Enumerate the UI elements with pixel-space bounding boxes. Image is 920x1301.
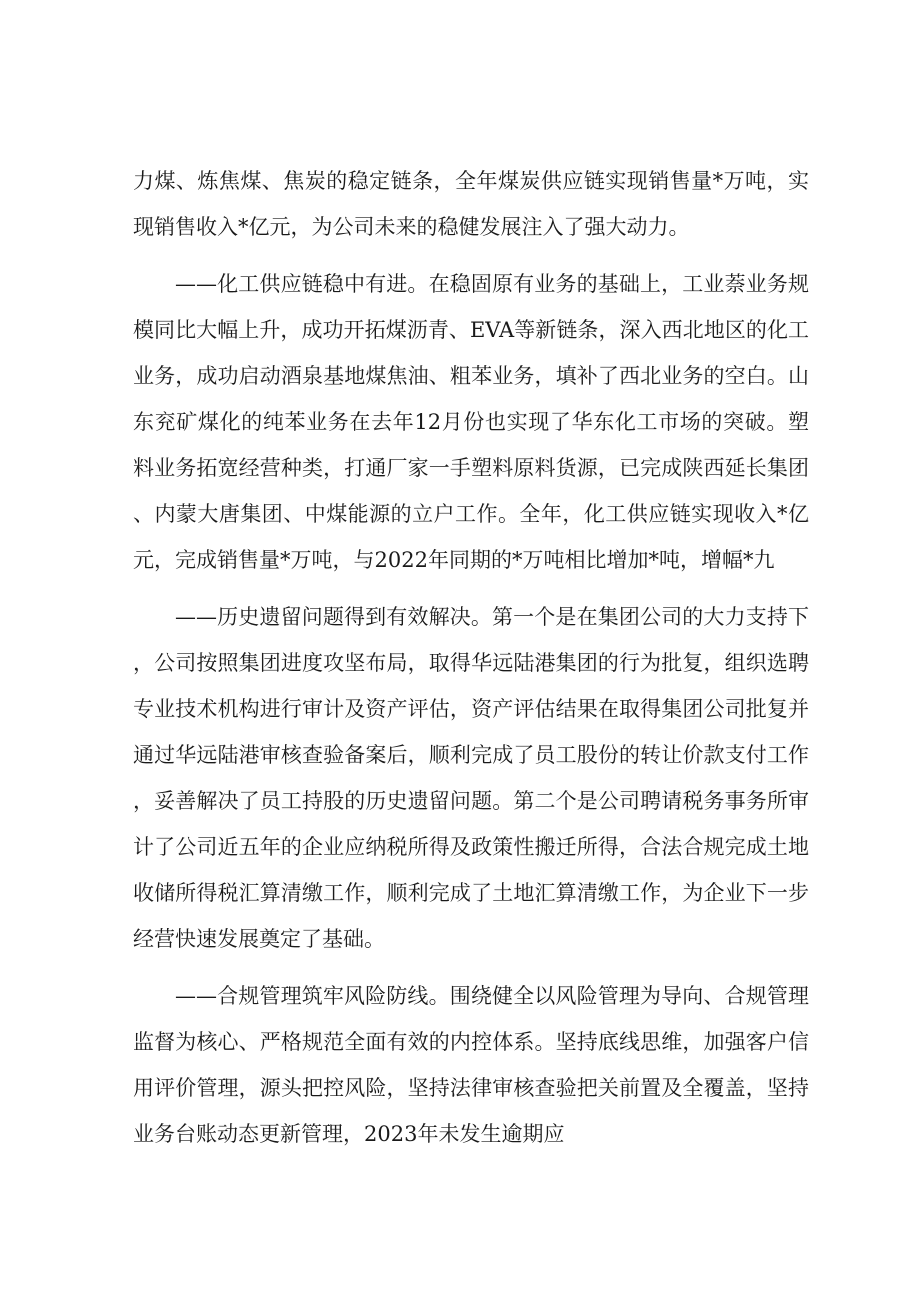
document-body [133,158,809,1157]
paragraph-coal-supply-chain: 力煤、炼焦煤、焦炭的稳定链条，全年煤炭供应链实现销售量*万吨，实现销售收入*亿元，为公司未来的稳健发展注入了强大动力。 [133,169,809,239]
paragraph-chemical-supply-chain: ——化工供应链稳中有进。在稳固原有业务的基础上，工业萘业务规模同比大幅上升，成功开拓煤沥青、EVA等新链条，深入西北地区的化工业务，成功启动酒泉基地煤焦油、粗苯业务，填补了西北业务的空白。山东兖矿煤化的纯苯业务在去年12月份也实现了华东化工市场的突破。塑料业务拓宽经营种类，打通厂家一手塑料原料货源，已完成陕西延长集团、内蒙大唐集团、中煤能源的立户工作。全年，化工供应链实现收入*亿元，完成销售量*万吨，与2022年同期的*万吨相比增加*吨，增幅*九 [133,272,809,572]
paragraph-legacy-issues: ——历史遗留问题得到有效解决。第一个是在集团公司的大力支持下，公司按照集团进度攻坚布局，取得华远陆港集团的行为批复，组织选聘专业技术机构进行审计及资产评估，资产评估结果在取得集团公司批复并通过华远陆港审核查验备案后，顺利完成了员工股份的转让价款支付工作，妥善解决了员工持股的历史遗留问题。第二个是公司聘请税务事务所审计了公司近五年的企业应纳税所得及政策性搬迁所得，合法合规完成土地收储所得税汇算清缴工作，顺利完成了土地汇算清缴工作，为企业下一步经营快速发展奠定了基础。 [133,605,809,951]
paragraph-compliance-management: ——合规管理筑牢风险防线。围绕健全以风险管理为导向、合规管理监督为核心、严格规范全面有效的内控体系。坚持底线思维，加强客户信用评价管理，源头把控风险，坚持法律审核查验把关前置及全覆盖，坚持业务台账动态更新管理，2023年未发生逾期应 [133,984,809,1146]
